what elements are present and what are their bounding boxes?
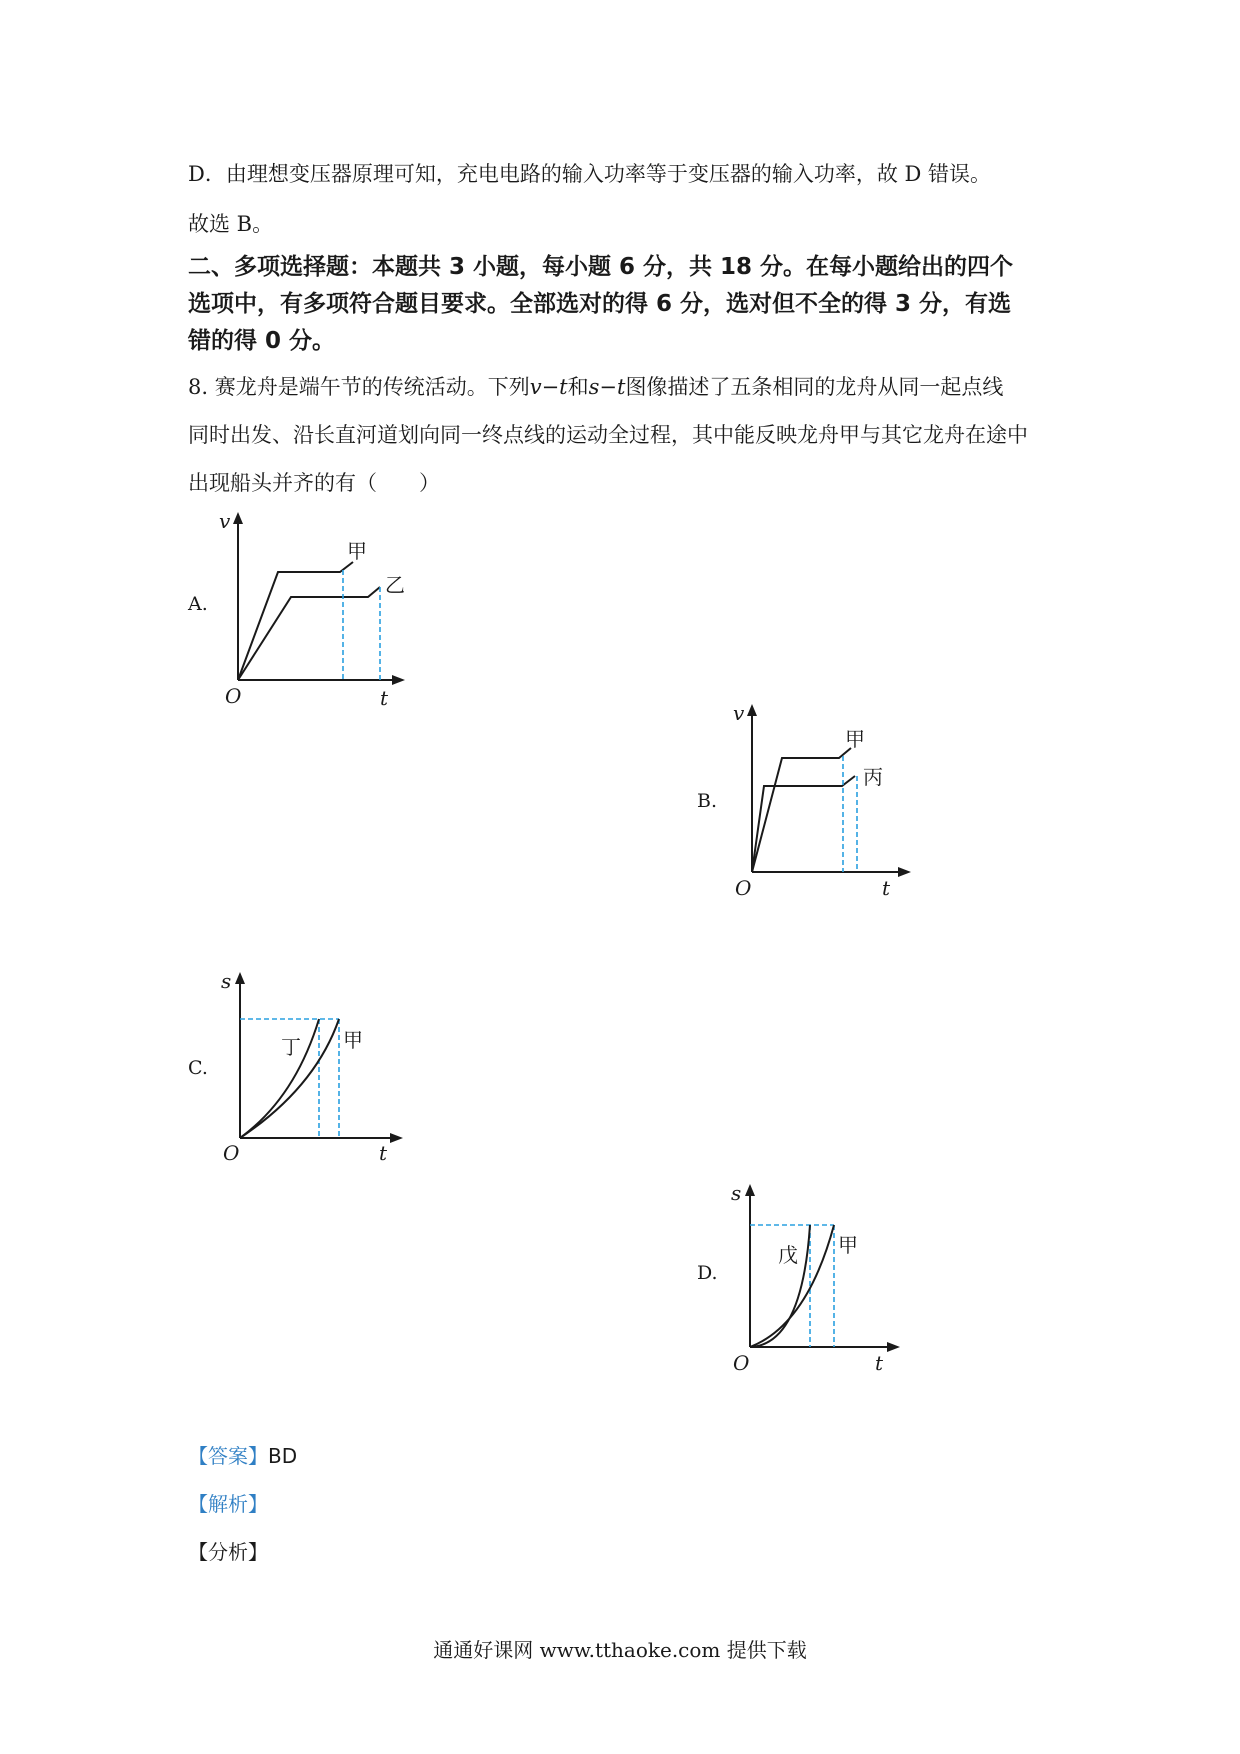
question-8-line1 bbox=[188, 373, 1003, 401]
graph-c-curve2-label: 甲 bbox=[343, 1028, 363, 1052]
graph-a-curve2-label: 乙 bbox=[385, 573, 405, 597]
analysis-bracket-open: 【 bbox=[188, 1492, 208, 1516]
graph-d-svg bbox=[727, 1180, 937, 1380]
graph-a-y-arrow bbox=[233, 512, 243, 524]
graph-b-curve2-label: 丙 bbox=[863, 765, 883, 789]
and-word: 和 bbox=[567, 375, 589, 399]
vt-symbol: v−t bbox=[529, 375, 568, 399]
graph-d bbox=[727, 1180, 937, 1384]
page-footer: 通通好课网 www.tthaoke.com 提供下载 bbox=[433, 1638, 807, 1662]
section-heading-line3: 错的得 0 分。 bbox=[188, 328, 336, 354]
graph-c-curve1-label: 丁 bbox=[281, 1035, 301, 1059]
graph-d-curve2-label: 甲 bbox=[838, 1233, 858, 1257]
graph-b-curve1-label: 甲 bbox=[845, 727, 865, 751]
graph-d-y-label: s bbox=[731, 1181, 742, 1205]
analysis-label: 解析 bbox=[208, 1492, 248, 1516]
st-symbol: s−t bbox=[588, 375, 626, 399]
answer-bracket-close: 】 bbox=[248, 1444, 268, 1468]
answer-line bbox=[188, 1440, 297, 1469]
choose-b-text: 故选 B。 bbox=[188, 212, 274, 236]
graph-c-svg bbox=[215, 968, 425, 1168]
graph-a-curve-jia bbox=[238, 562, 353, 680]
section-heading-line2: 选项中，有多项符合题目要求。全部选对的得 6 分，选对但不全的得 3 分，有选 bbox=[188, 291, 1012, 317]
graph-d-curve1-label: 戊 bbox=[778, 1243, 798, 1267]
graph-b-curve-bing bbox=[752, 776, 855, 872]
graph-d-x-label: t bbox=[875, 1351, 884, 1375]
graph-a-origin: O bbox=[225, 684, 242, 708]
question-8-suffix: 图像描述了五条相同的龙舟从同一起点线 bbox=[625, 375, 1004, 399]
graph-d-y-arrow bbox=[745, 1184, 755, 1196]
graph-a-curve1-label: 甲 bbox=[347, 539, 367, 563]
analysis-line bbox=[188, 1488, 268, 1517]
graph-d-origin: O bbox=[733, 1351, 750, 1375]
graph-a-svg bbox=[215, 510, 425, 710]
graph-b-origin: O bbox=[735, 876, 752, 900]
graph-b-y-label: v bbox=[733, 701, 745, 725]
graph-a-x-label: t bbox=[380, 686, 389, 710]
option-b-label: B. bbox=[697, 790, 718, 812]
answer-bracket-open: 【 bbox=[188, 1444, 208, 1468]
question-8-line3: 出现船头并齐的有（ ） bbox=[188, 471, 440, 495]
graph-c-x-label: t bbox=[379, 1141, 388, 1165]
graph-c-y-label: s bbox=[221, 969, 232, 993]
graph-a-x-arrow bbox=[392, 675, 405, 685]
graph-a-curve-yi bbox=[238, 587, 380, 680]
option-d-explanation: D．由理想变压器原理可知，充电电路的输入功率等于变压器的输入功率，故 D 错误。 bbox=[188, 162, 992, 186]
question-8-line2: 同时出发、沿长直河道划向同一终点线的运动全过程，其中能反映龙舟甲与其它龙舟在途中 bbox=[188, 423, 1028, 447]
graph-a-y-label: v bbox=[219, 509, 231, 533]
graph-c bbox=[215, 968, 425, 1172]
graph-b-x-label: t bbox=[882, 876, 891, 900]
graph-b-curve-jia bbox=[752, 748, 851, 872]
graph-b-x-arrow bbox=[898, 867, 911, 877]
answer-value: BD bbox=[268, 1444, 298, 1468]
graph-b-svg bbox=[729, 700, 939, 900]
option-a-label: A. bbox=[188, 593, 208, 615]
graph-c-origin: O bbox=[223, 1141, 240, 1165]
graph-c-x-arrow bbox=[390, 1133, 403, 1143]
analysis-bracket-close: 】 bbox=[248, 1492, 268, 1516]
graph-c-y-arrow bbox=[235, 972, 245, 984]
graph-b bbox=[729, 700, 939, 904]
question-8-prefix: 8. 赛龙舟是端午节的传统活动。下列 bbox=[188, 375, 530, 399]
graph-d-x-arrow bbox=[887, 1342, 900, 1352]
section-heading-line1: 二、多项选择题：本题共 3 小题，每小题 6 分，共 18 分。在每小题给出的四个 bbox=[188, 254, 1014, 280]
option-c-label: C. bbox=[188, 1057, 208, 1079]
answer-label: 答案 bbox=[208, 1444, 248, 1468]
graph-b-y-arrow bbox=[747, 704, 757, 716]
fenxi-heading: 【分析】 bbox=[188, 1540, 268, 1564]
graph-a bbox=[215, 510, 425, 714]
option-d-label: D. bbox=[697, 1262, 718, 1284]
